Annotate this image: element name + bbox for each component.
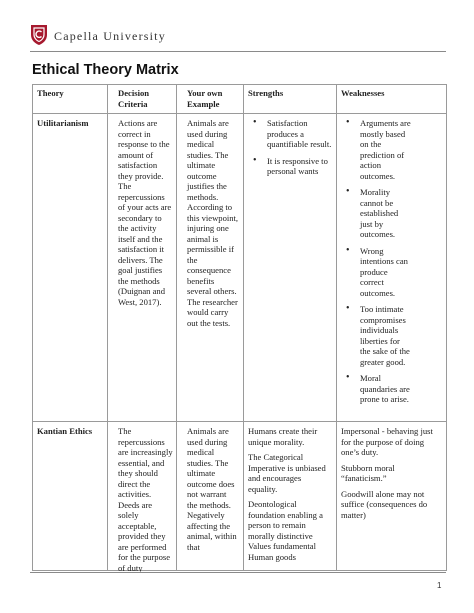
- table-row: [33, 422, 447, 571]
- list-item: • Morality cannot be established just by outcomes.: [345, 187, 411, 240]
- strengths-paragraphs: [248, 426, 332, 567]
- page-number: 1: [437, 581, 442, 590]
- weakness-paragraph: Impersonal - behaving just for the purpose of doing one’s duty.: [341, 426, 433, 457]
- list-item: • Wrong intentions can produce correct outcomes.: [345, 246, 411, 299]
- theory-cell: [33, 422, 108, 571]
- document-title: Ethical Theory Matrix: [32, 62, 179, 78]
- column-header-decision-criteria: [108, 85, 177, 114]
- column-header-own-example-label: Your own Example: [187, 88, 223, 109]
- column-header-strengths: Strengths: [244, 85, 337, 114]
- column-header-weaknesses: Weaknesses: [337, 85, 447, 114]
- own-example-text: Animals are used during medical studies. The ultimate outcome justifies the methods. According to this viewpoint, injuring one animal is permissible if the consequence benefits several others. The researcher would carry out the tests.: [187, 118, 239, 328]
- ethical-theory-matrix-table: [32, 84, 447, 571]
- weakness-paragraph: Stubborn moral “fanaticism.”: [341, 462, 395, 483]
- decision-criteria-text: Actions are correct in response to the amount of satisfaction they provide. The repercussions of your acts are secondary to the activity itself and the satisfaction it delivers. The goal justifies the methods (Duignan and West, 2017).: [118, 118, 172, 307]
- university-name: Capella University: [54, 29, 166, 43]
- list-item: • Moral quandaries are prone to arise.: [345, 373, 411, 405]
- own-example-cell: [177, 114, 244, 422]
- theory-text: Kantian Ethics: [37, 426, 93, 436]
- column-header-own-example: [177, 85, 244, 114]
- strengths-list: [248, 118, 332, 177]
- table-row: [33, 114, 447, 422]
- university-shield-icon: [30, 24, 48, 46]
- header-divider: [30, 51, 446, 52]
- list-item: • Too intimate compromises individuals liberties for the sake of the greater good.: [345, 304, 411, 367]
- column-header-decision-criteria-label: Decision Criteria: [118, 88, 150, 109]
- weaknesses-cell: [337, 422, 447, 571]
- strength-paragraph: The Categorical Imperative is unbiased and encourages equality.: [248, 452, 326, 494]
- strength-paragraph: Deontological foundation enabling a person to remain morally distinctive Values fundamental Human goods: [248, 499, 323, 562]
- weaknesses-paragraphs: [341, 426, 437, 567]
- own-example-text: Animals are used during medical studies. The ultimate outcome does not warrant the methods. Negatively affecting the animal, within that: [187, 426, 237, 552]
- decision-criteria-cell: [108, 114, 177, 422]
- strength-paragraph: Humans create their unique morality.: [248, 426, 318, 447]
- list-item: • Satisfaction produces a quantifiable result.: [252, 118, 332, 150]
- footer-divider: [30, 572, 446, 573]
- page-header: [30, 24, 446, 50]
- weakness-paragraph: Goodwill alone may not suffice (consequences do matter): [341, 488, 428, 520]
- column-header-theory: Theory: [33, 85, 108, 114]
- list-item: • It is responsive to personal wants: [252, 156, 332, 177]
- list-item: • Arguments are mostly based on the prediction of action outcomes.: [345, 118, 411, 181]
- weaknesses-cell: [337, 114, 447, 422]
- decision-criteria-text: The repercussions are increasingly essential, and they should direct the activities. Deeds are solely acceptable, provided they are performed for the purpose of duty: [118, 426, 173, 573]
- weaknesses-list: [341, 118, 411, 405]
- strengths-cell: [244, 114, 337, 422]
- table-header-row: [33, 85, 447, 114]
- theory-cell: Utilitarianism: [33, 114, 108, 422]
- decision-criteria-cell: [108, 422, 177, 571]
- strengths-cell: [244, 422, 337, 571]
- own-example-cell: [177, 422, 244, 571]
